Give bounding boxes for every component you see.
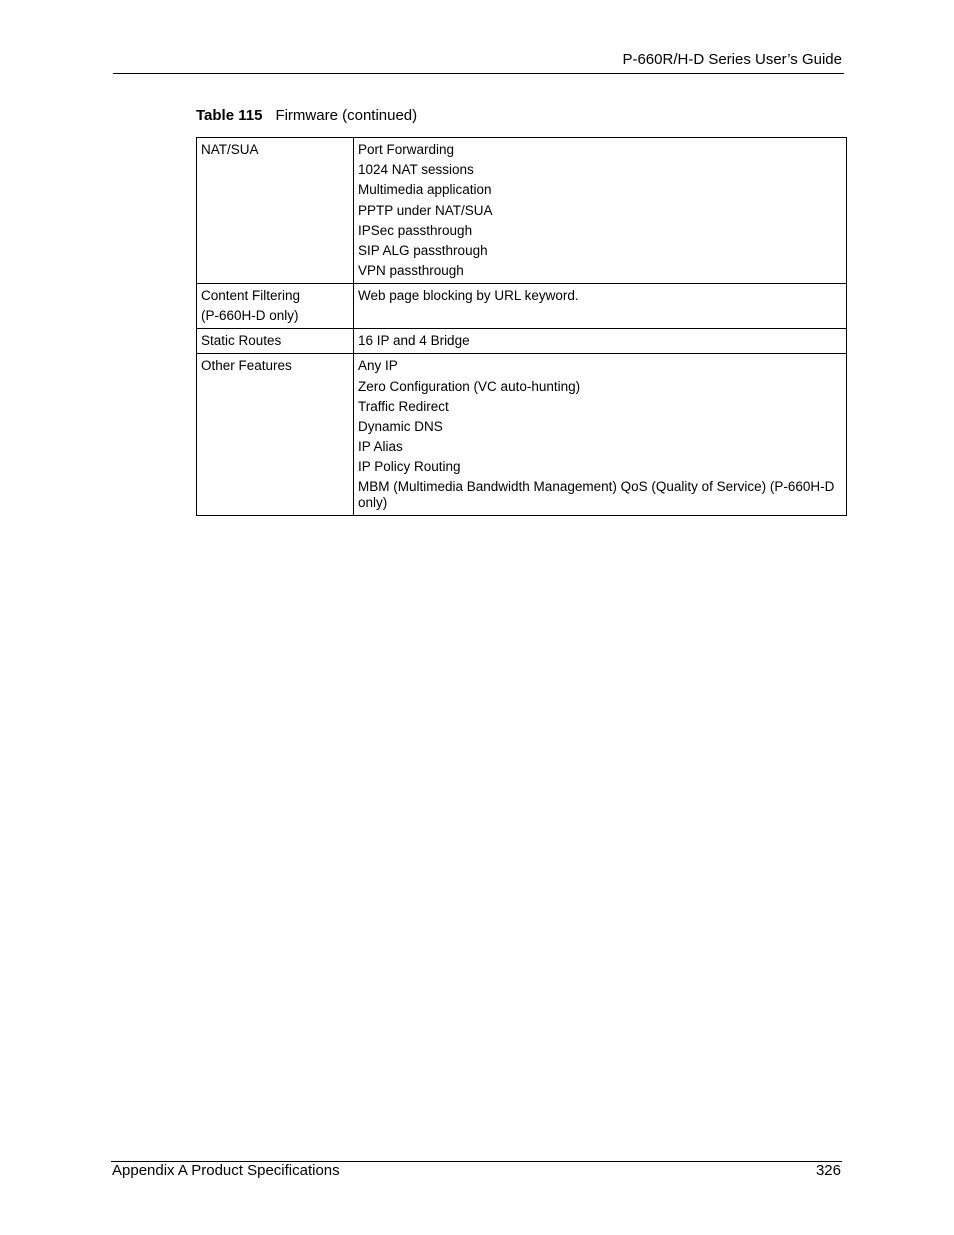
table-row [197,329,847,354]
detail-item: Zero Configuration (VC auto-hunting) [358,378,581,394]
feature-label: Static Routes [201,333,282,349]
detail-item: Traffic Redirect [358,398,449,414]
detail-item: MBM (Multimedia Bandwidth Management) QoS (Quality of Service) (P-660H-D only) [358,479,835,511]
details-cell [354,329,847,354]
detail-item: IP Alias [358,439,403,455]
page-number: 326 [815,1162,841,1179]
detail-item: SIP ALG passthrough [358,242,488,258]
table-row [197,284,847,329]
detail-item: VPN passthrough [358,263,464,279]
table-caption-text: Firmware (continued) [275,107,418,124]
header-title: P-660R/H-D Series User’s Guide [622,51,842,68]
footer-section: Appendix A Product Specifications [112,1162,340,1179]
feature-label: NAT/SUA [201,142,259,157]
feature-cell [197,138,354,284]
detail-item: Web page blocking by URL keyword. [358,288,579,304]
header-divider [113,73,844,74]
detail-item: 16 IP and 4 Bridge [358,333,470,349]
detail-item: IP Policy Routing [358,459,461,475]
details-cell [354,138,847,284]
detail-item: Multimedia application [358,182,492,198]
detail-item: IPSec passthrough [358,222,473,238]
table-caption [196,107,417,125]
feature-cell [197,329,354,354]
feature-cell [197,354,354,516]
detail-item: Any IP [358,358,398,374]
detail-item: Port Forwarding [358,142,455,157]
feature-label: Other Features [201,358,292,374]
feature-note: (P-660H-D only) [201,308,299,324]
table-row [197,138,847,284]
detail-item: 1024 NAT sessions [358,162,474,178]
table-number: Table 115 [196,107,263,124]
feature-cell [197,284,354,329]
firmware-table [196,137,847,516]
detail-item: Dynamic DNS [358,418,443,434]
details-cell [354,284,847,329]
table-row [197,354,847,516]
details-cell [354,354,847,516]
feature-label: Content Filtering [201,288,301,304]
detail-item: PPTP under NAT/SUA [358,202,493,218]
